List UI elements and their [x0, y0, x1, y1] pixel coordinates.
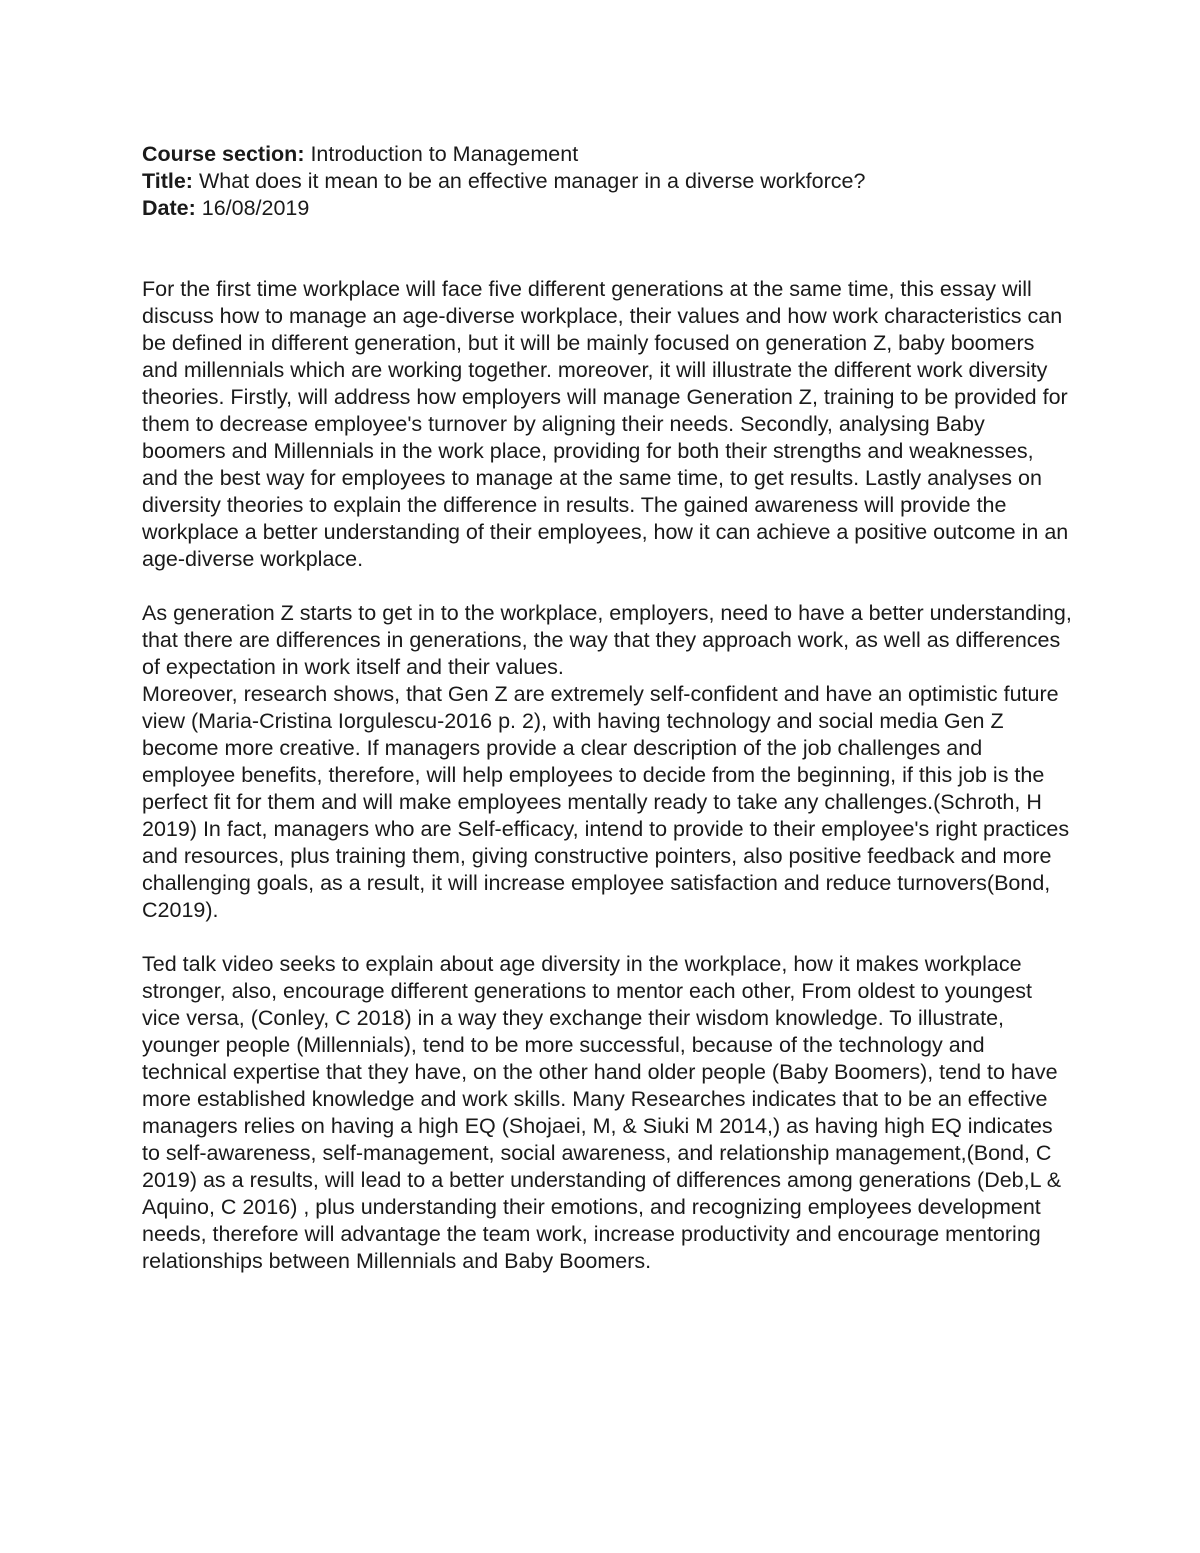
date-label: Date:	[142, 196, 196, 220]
document-content	[142, 141, 1072, 1302]
course-section-value: Introduction to Management	[304, 142, 579, 166]
course-section-label: Course section:	[142, 142, 305, 166]
date-value: 16/08/2019	[195, 196, 310, 220]
title-line	[142, 168, 1072, 195]
title-label: Title:	[142, 169, 193, 193]
title-value: What does it mean to be an effective manager in a diverse workforce?	[192, 169, 866, 193]
date-line	[142, 195, 1072, 222]
paragraph-ted-talk: Ted talk video seeks to explain about age diversity in the workplace, how it makes workplace stronger, also, encourage different generations to mentor each other, From oldest to youngest vice versa, (Conley, C 2018) in a way they exchange their wisdom knowledge. To illustrate, younger people (Millennials), tend to be more successful, because of the technology and technical expertise that they have, on the other hand older people (Baby Boomers), tend to have more established knowledge and work skills. Many Researches indicates that to be an effective managers relies on having a high EQ (Shojaei, M, & Siuki M 2014,) as having high EQ indicates to self-awareness, self-management, social awareness, and relationship management,(Bond, C 2019) as a results, will lead to a better understanding of differences among generations (Deb,L & Aquino, C 2016) , plus understanding their emotions, and recognizing employees development needs, therefore will advantage the team work, increase productivity and encourage mentoring relationships between Millennials and Baby Boomers.	[142, 952, 1062, 1273]
document-header	[142, 141, 1072, 222]
paragraph-gen-z-research: Moreover, research shows, that Gen Z are extremely self-confident and have an optimistic future view (Maria-Cristina Iorgulescu-2016 p. 2), with having technology and social media Gen Z become more creative. If managers provide a clear description of the job challenges and employee benefits, therefore, will help employees to decide from the beginning, if this job is the perfect fit for them and will make employees mentally ready to take any challenges.(Schroth, H 2019) In fact, managers who are Self-efficacy, intend to provide to their employee's right practices and resources, plus training them, giving constructive pointers, also positive feedback and more challenging goals, as a result, it will increase employee satisfaction and reduce turnovers(Bond, C2019).	[142, 682, 1070, 922]
course-section-line	[142, 141, 1072, 168]
paragraph-introduction: For the first time workplace will face five different generations at the same time, this essay will discuss how to manage an age-diverse workplace, their values and how work characteristics can be defined in different generation, but it will be mainly focused on generation Z, baby boomers and millennials which are working together. moreover, it will illustrate the different work diversity theories. Firstly, will address how employers will manage Generation Z, training to be provided for them to decrease employee's turnover by aligning their needs. Secondly, analysing Baby boomers and Millennials in the work place, providing for both their strengths and weaknesses, and the best way for employees to manage at the same time, to get results. Lastly analyses on diversity theories to explain the difference in results. The gained awareness will provide the workplace a better understanding of their employees, how it can achieve a positive outcome in an age-diverse workplace.	[142, 277, 1069, 571]
paragraph-generation-z: As generation Z starts to get in to the workplace, employers, need to have a better understanding, that there are differences in generations, the way that they approach work, as well as differences of expectation in work itself and their values.	[142, 601, 1072, 679]
